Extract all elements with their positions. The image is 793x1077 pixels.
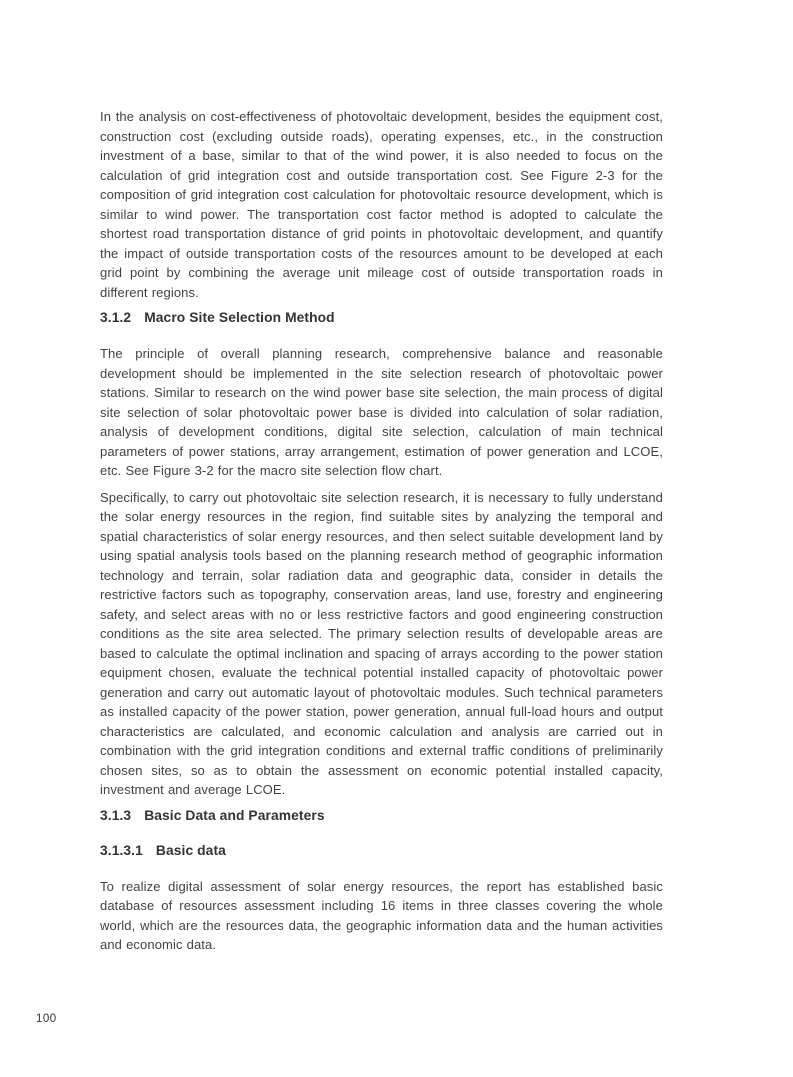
- section-number: 3.1.3: [100, 807, 132, 823]
- section-title: Basic Data and Parameters: [144, 807, 325, 823]
- paragraph-site-selection-process: Specifically, to carry out photovoltaic site selection research, it is necessary to fully understand the solar energy resources in the region, find suitable sites by analyzing the temporal and spatial characteristics of solar energy resources, and then select suitable development land by using spatial analysis tools based on the planning research method of geographic information technology and terrain, solar radiation data and geographic data, consider in details the restrictive factors such as topography, conservation areas, land use, forestry and engineering safety, and select areas with no or less restrictive factors and good engineering construction conditions as the site area selected. The primary selection results of developable areas are based to calculate the optimal inclination and spacing of arrays according to the power station equipment chosen, evaluate the technical potential installed capacity of photovoltaic power generation and carry out automatic layout of photovoltaic modules. Such technical parameters as installed capacity of the power station, power generation, annual full-load hours and output characteristics are calculated, and economic calculation and analysis are carried out in combination with the grid integration conditions and external traffic conditions of preliminarily chosen sites, so as to obtain the assessment on economic potential installed capacity, investment and average LCOE.: [100, 489, 663, 797]
- page-number: 100: [36, 1013, 57, 1025]
- section-heading-3-1-2: [100, 309, 663, 326]
- section-heading-3-1-3: [100, 807, 663, 824]
- section-heading-3-1-3-1: [100, 842, 663, 859]
- section-number: 3.1.3.1: [100, 842, 143, 858]
- paragraph-basic-data: To realize digital assessment of solar energy resources, the report has established basic database of resources assessment including 16 items in three classes covering the whole world, which are the resources data, the geographic information data and the human activities and economic data.: [100, 878, 663, 952]
- section-title: Basic data: [155, 842, 226, 858]
- paragraph-macro-site-selection-principle: The principle of overall planning research, comprehensive balance and reasonable development should be implemented in the site selection research of photovoltaic power stations. Similar to research on the wind power base site selection, the main process of digital site selection of solar photovoltaic power base is divided into calculation of solar radiation, analysis of development conditions, digital site selection, calculation of main technical parameters of power stations, array arrangement, estimation of power generation and LCOE, etc. See Figure 3-2 for the macro site selection flow chart.: [100, 346, 663, 478]
- page-content: [100, 107, 663, 962]
- section-number: 3.1.2: [100, 310, 132, 325]
- section-title: Macro Site Selection Method: [144, 310, 335, 325]
- paragraph-grid-integration-cost: In the analysis on cost-effectiveness of photovoltaic development, besides the equipment cost, construction cost (excluding outside roads), operating expenses, etc., in the construction investment of a base, similar to that of the wind power, it is also needed to focus on the calculation of grid integration cost and outside transportation cost. See Figure 2-3 for the composition of grid integration cost calculation for photovoltaic resource development, which is similar to wind power. The transportation cost factor method is adopted to calculate the shortest road transportation distance of grid points in photovoltaic development, and quantify the impact of outside transportation costs of the resources amount to be developed at each grid point by combining the average unit mileage cost of outside transportation roads in different regions.: [100, 109, 663, 300]
